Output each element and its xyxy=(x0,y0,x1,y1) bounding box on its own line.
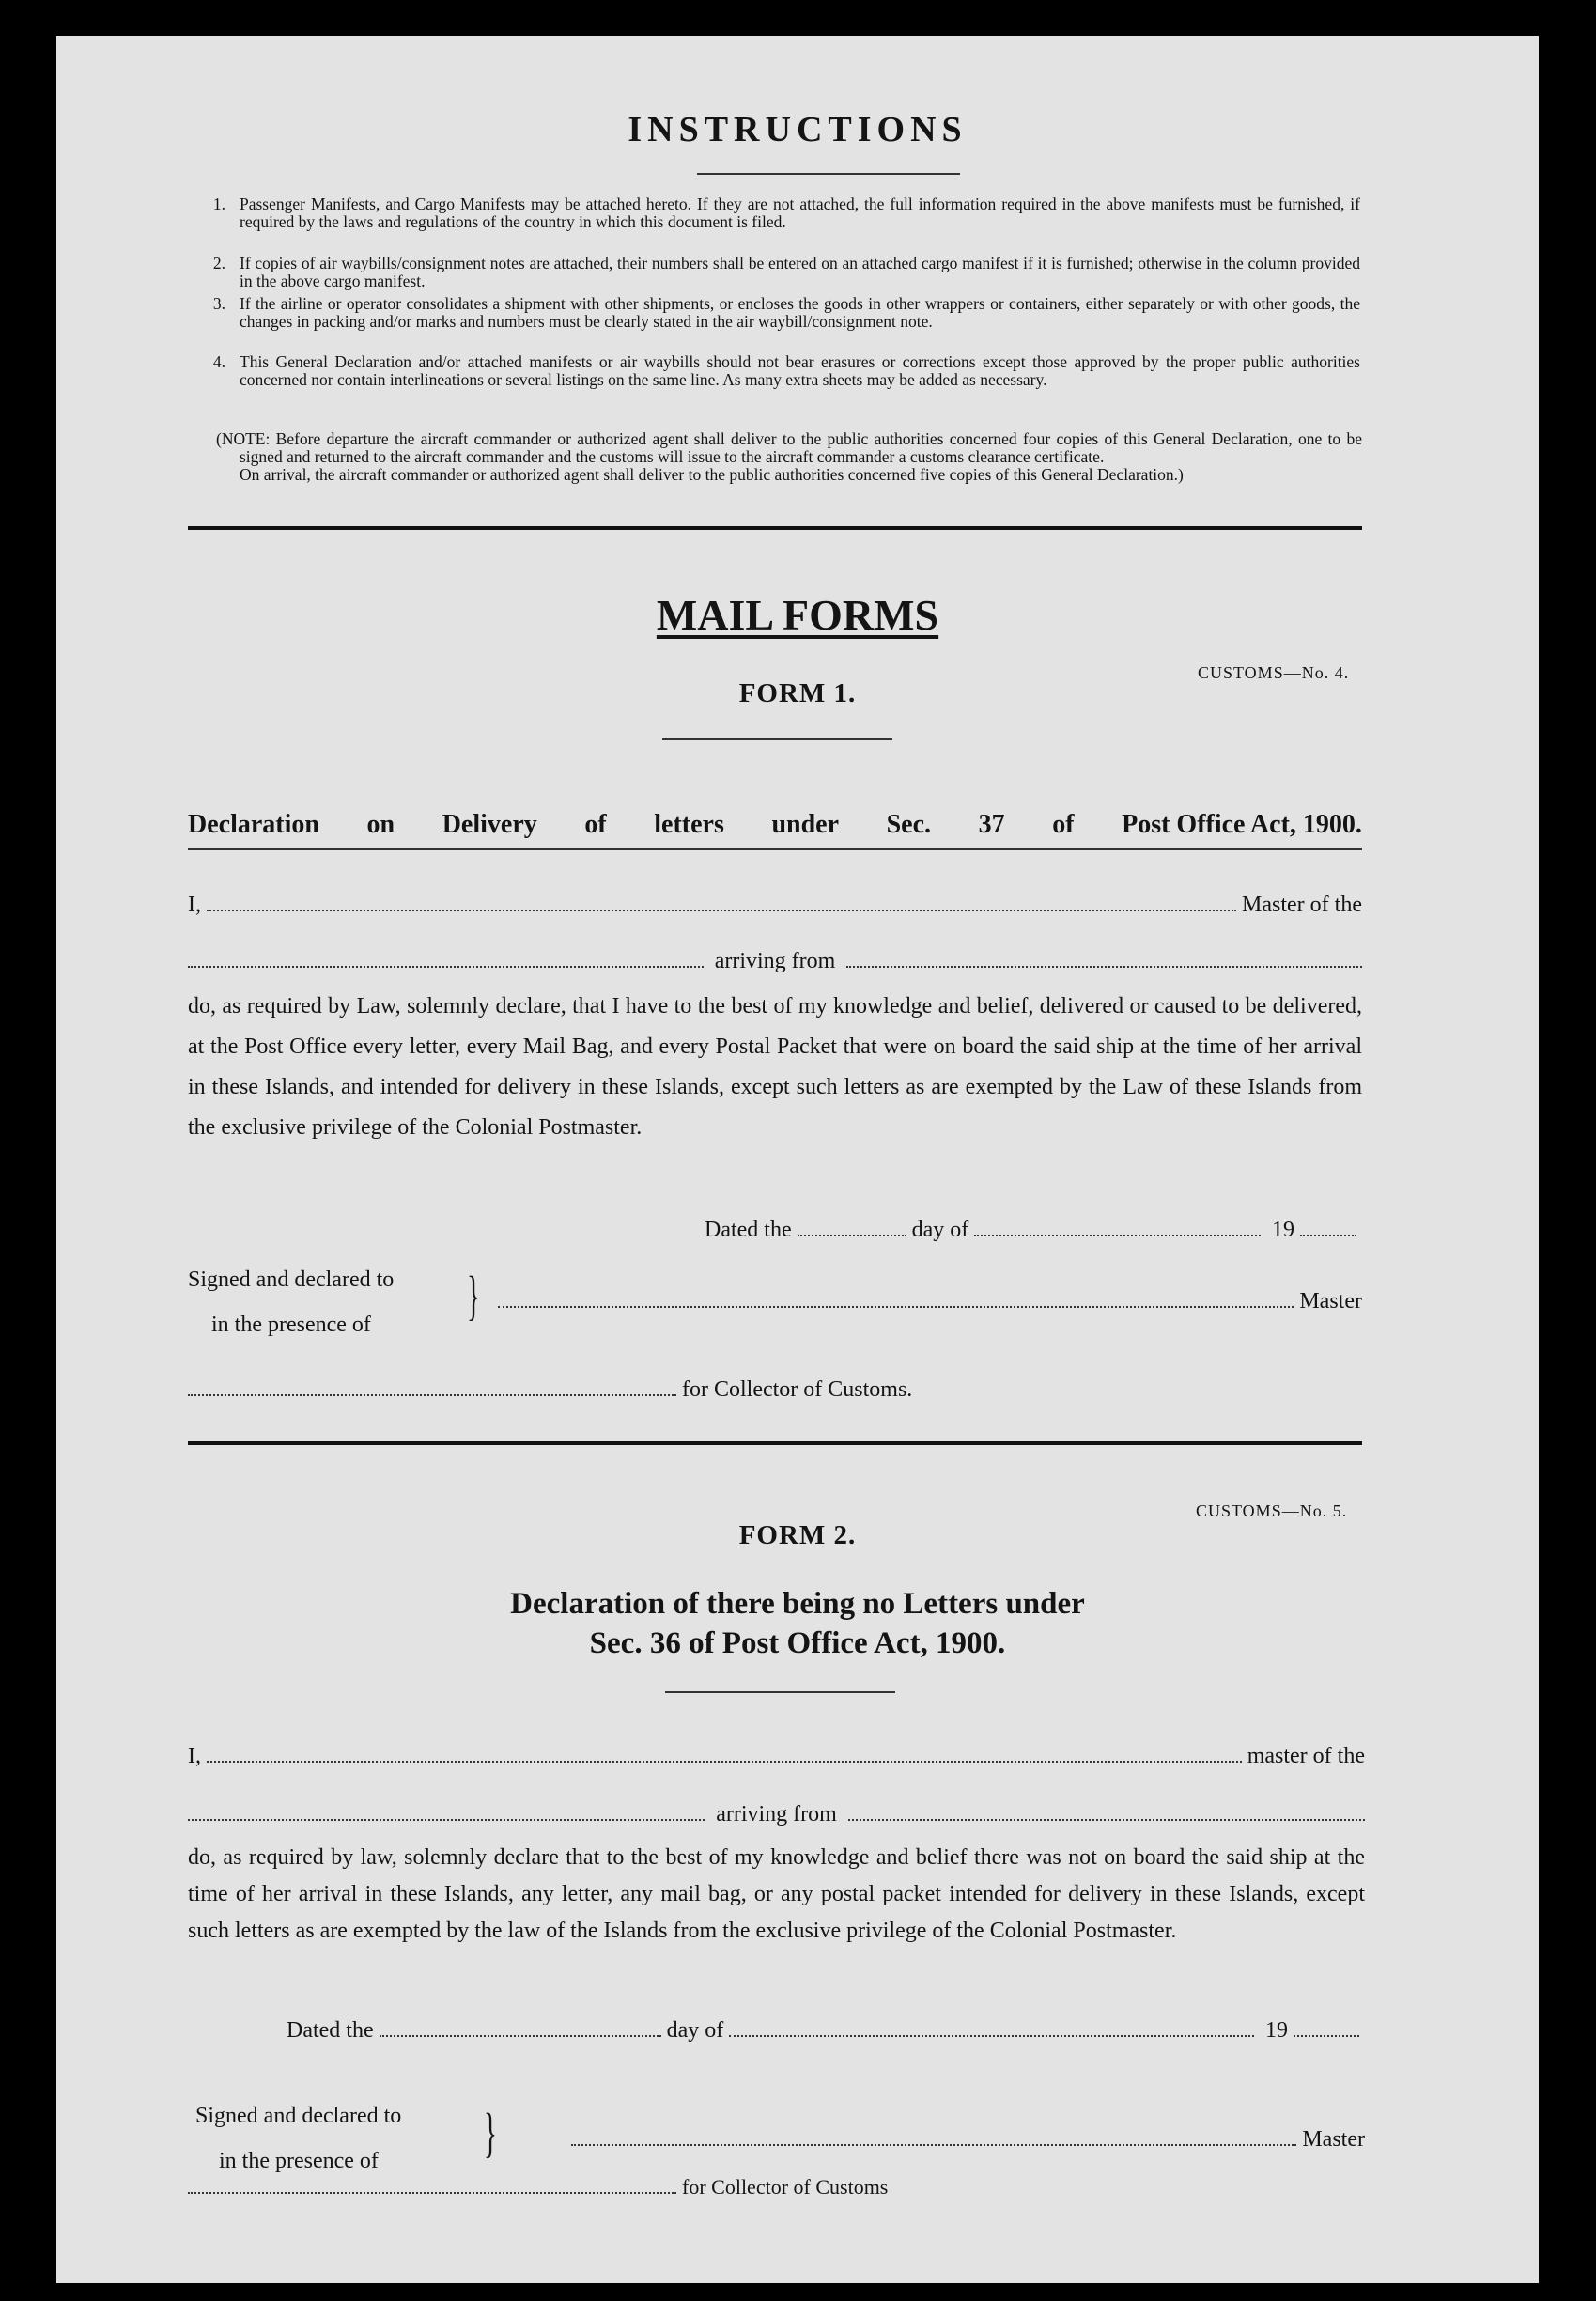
form2-heading: FORM 2. xyxy=(738,1520,857,1550)
year-blank[interactable] xyxy=(1294,2034,1359,2037)
title-word: Sec. xyxy=(886,810,932,839)
arriving-from-label: arriving from xyxy=(714,949,836,973)
instructions-list xyxy=(188,195,1362,628)
master-of-label: master of the xyxy=(1247,1744,1365,1768)
form1-declaration-title xyxy=(188,810,1362,840)
instruction-number: 3. xyxy=(212,294,225,313)
name-blank[interactable] xyxy=(207,1760,1242,1763)
year-blank[interactable] xyxy=(1300,1234,1356,1236)
form1-signed-label xyxy=(188,1257,394,1347)
form2-master-line xyxy=(188,1744,1365,1769)
signed-label-line1: Signed and declared to xyxy=(188,1267,395,1292)
customs-number-form2: CUSTOMS—No. 5. xyxy=(1196,1501,1348,1520)
form2-title-line2: Sec. 36 of Post Office Act, 1900. xyxy=(589,1626,1006,1660)
collector-signature-blank[interactable] xyxy=(188,2191,676,2194)
form1-heading: FORM 1. xyxy=(738,678,857,708)
instruction-text: This General Declaration and/or attached manifests or air waybills should not bear erasures or corrections except those approved by the proper public authorities concerned nor contain interlineations or several listings on the same line. As many extra sheets may be added as necessary. xyxy=(240,352,1360,389)
instruction-text: Passenger Manifests, and Cargo Manifests may be attached hereto. If they are not attached, the full information required in the above manifests must be furnished, if required by the laws and regulations of the country in which this document is filed. xyxy=(240,194,1360,231)
instruction-number: 1. xyxy=(212,194,225,213)
title-word: Post Office Act, 1900. xyxy=(1122,810,1362,839)
master-label: Master xyxy=(1302,2127,1365,2152)
instructions-rule xyxy=(697,173,960,175)
ship-blank[interactable] xyxy=(188,965,704,968)
brace-icon: } xyxy=(483,2102,497,2163)
name-blank[interactable] xyxy=(207,909,1236,911)
form2-title-line1: Declaration of there being no Letters under xyxy=(510,1587,1085,1621)
day-blank[interactable] xyxy=(380,2034,661,2037)
day-of-label: day of xyxy=(666,2018,724,2043)
title-word: of xyxy=(584,810,607,839)
form2-master-signature-line xyxy=(571,2127,1365,2153)
collector-label: for Collector of Customs xyxy=(682,2175,889,2199)
master-label: Master xyxy=(1299,1289,1362,1314)
master-of-label: Master of the xyxy=(1242,893,1362,917)
collector-label: for Collector of Customs. xyxy=(682,1377,913,1402)
section-divider xyxy=(188,1441,1362,1445)
origin-blank[interactable] xyxy=(846,965,1362,968)
title-word: letters xyxy=(654,810,724,839)
form2-dated-line xyxy=(287,2018,1365,2044)
instruction-text: If copies of air waybills/consignment notes are attached, their numbers shall be entered on an attached cargo manifest if it is furnished; otherwise in the column provided in the above cargo manifest. xyxy=(240,254,1360,290)
day-of-label: day of xyxy=(911,1218,969,1242)
instruction-note xyxy=(216,430,1362,484)
i-label: I, xyxy=(188,893,201,917)
form2-declaration-title xyxy=(56,1584,1539,1663)
instruction-number: 2. xyxy=(212,254,225,272)
signed-label-line2: in the presence of xyxy=(211,1313,371,1337)
origin-blank[interactable] xyxy=(848,1818,1365,1821)
i-label: I, xyxy=(188,1744,201,1768)
form1-heading-rule xyxy=(662,738,892,740)
note-arrival: On arrival, the aircraft commander or authorized agent shall deliver to the public authorities concerned five copies of this General Declaration.) xyxy=(240,465,1184,484)
form1-arriving-line xyxy=(188,949,1362,974)
form1-body: do, as required by Law, solemnly declare, that I have to the best of my knowledge and belief, delivered or caused to be delivered, at the Post Office every letter, every Mail Bag, and every Postal Packet that were on board the said ship at the time of her arrival in these Islands, and intended for delivery in these Islands, except such letters as are exempted by the Law of these Islands from the exclusive privilege of the Colonial Postmaster. xyxy=(188,994,1362,1140)
customs-number-form1: CUSTOMS—No. 4. xyxy=(1198,663,1350,682)
year-label: 19 xyxy=(1272,1218,1294,1242)
instruction-text: If the airline or operator consolidates a shipment with other shipments, or encloses the goods in other wrappers or containers, either separately or with other goods, the changes in packing and/or marks and numbers must be clearly stated in the air waybill/consignment note. xyxy=(240,294,1360,331)
document-page xyxy=(56,36,1539,2283)
dated-the-label: Dated the xyxy=(287,2018,374,2043)
instruction-number: 4. xyxy=(212,352,225,371)
signed-label-line2: in the presence of xyxy=(219,2149,379,2173)
mail-forms-title: MAIL FORMS xyxy=(656,591,939,639)
arriving-from-label: arriving from xyxy=(716,1802,837,1827)
day-blank[interactable] xyxy=(798,1234,906,1236)
title-word: under xyxy=(771,810,840,839)
month-blank[interactable] xyxy=(974,1234,1261,1236)
instructions-heading: INSTRUCTIONS xyxy=(628,110,968,149)
note-departure: (NOTE: Before departure the aircraft commander or authorized agent shall deliver to the public authorities concerned four copies of this General Declaration, one to be signed and returned to the aircraft commander and the customs will issue to the aircraft commander a customs clearance certificate. xyxy=(216,429,1362,466)
form2-heading-rule xyxy=(665,1691,895,1693)
form1-dated-line xyxy=(705,1218,1362,1243)
ship-blank[interactable] xyxy=(188,1818,705,1821)
section-divider xyxy=(188,526,1362,530)
title-word: 37 xyxy=(978,810,1005,839)
title-word: Delivery xyxy=(442,810,537,839)
title-word: of xyxy=(1052,810,1075,839)
master-signature-blank[interactable] xyxy=(571,2143,1296,2146)
title-word: Declaration xyxy=(188,810,319,839)
signed-label-line1: Signed and declared to xyxy=(195,2104,402,2128)
form2-signed-label xyxy=(195,2093,401,2184)
brace-icon: } xyxy=(466,1265,480,1326)
form2-arriving-line xyxy=(188,1802,1365,1827)
form2-collector-line xyxy=(188,2175,1080,2200)
year-label: 19 xyxy=(1265,2018,1288,2043)
title-word: on xyxy=(366,810,395,839)
form2-body: do, as required by law, solemnly declare that to the best of my knowledge and belief there was not on board the said ship at the time of her arrival in these Islands, any letter, any mail bag, or any postal packet intended for delivery in these Islands, except such letters as are exempted by the law of the Islands from the exclusive privilege of the Colonial Postmaster. xyxy=(188,1845,1365,1943)
form1-collector-line xyxy=(188,1377,1127,1403)
dated-the-label: Dated the xyxy=(705,1218,792,1242)
month-blank[interactable] xyxy=(729,2034,1254,2037)
form1-title-rule xyxy=(188,848,1362,850)
form1-master-line xyxy=(188,893,1362,918)
collector-signature-blank[interactable] xyxy=(188,1393,676,1396)
master-signature-blank[interactable] xyxy=(498,1305,1294,1308)
form1-master-signature-line xyxy=(498,1289,1362,1314)
